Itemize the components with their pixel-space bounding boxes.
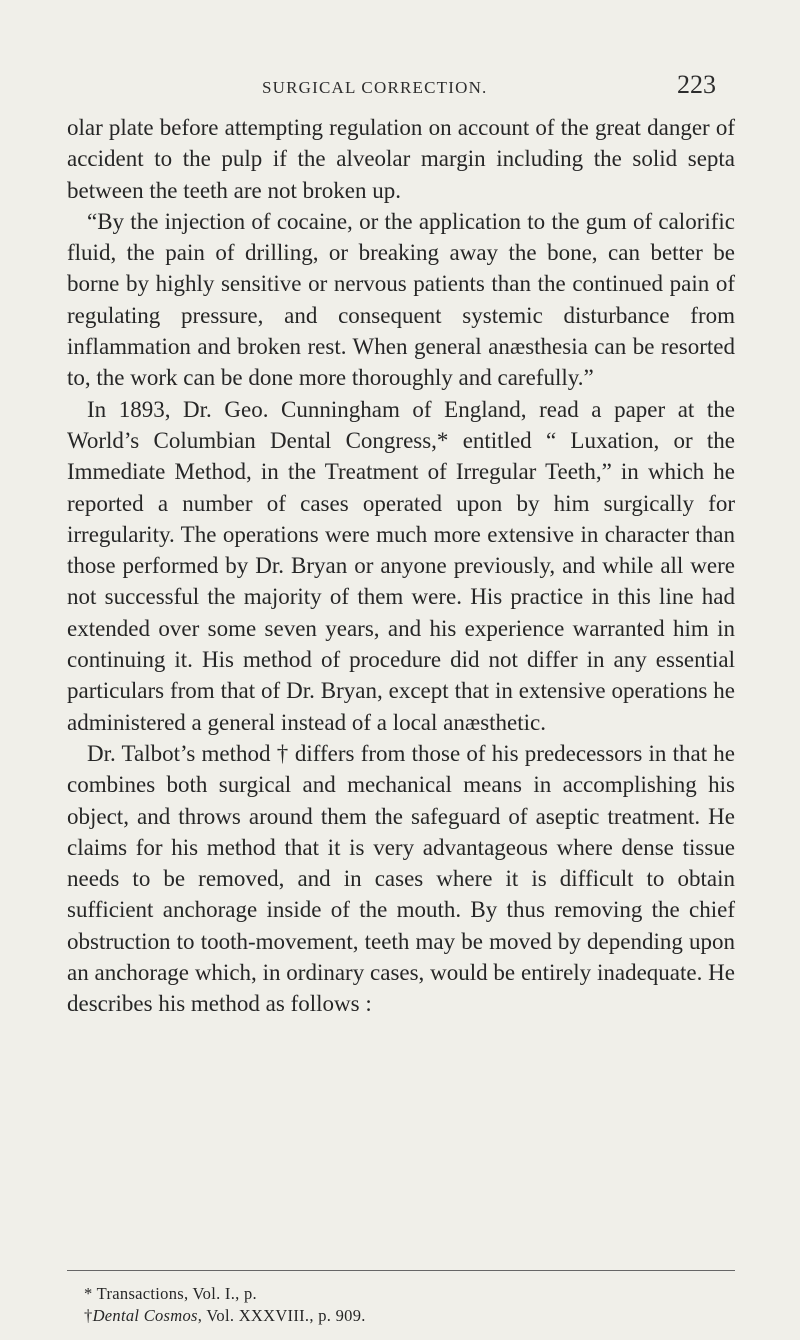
- page-number: 223: [677, 70, 716, 99]
- footnote-2: [84, 1305, 734, 1327]
- footnote-2-mark: †: [84, 1306, 93, 1325]
- paragraph-2: “By the injection of cocaine, or the application to the gum of calorific fluid, the pain of drilling, or breaking away the bone, can better be borne by highly sensitive or nervous patients than the continued pain of regulating pressure, and consequent systemic disturbance from inflammation and broken rest. When general anæsthesia can be resorted to, the work can be done more thoroughly and carefully.”: [67, 208, 735, 391]
- footnote-divider: [67, 1270, 735, 1271]
- footnote-2-rest: , Vol. XXXVIII., p. 909.: [197, 1306, 366, 1325]
- footnote-1: * Transactions, Vol. I., p.: [84, 1284, 257, 1303]
- paragraph-1: olar plate before attempting regulation on account of the great danger of accident to the pulp if the alveolar margin including the solid septa between the teeth are not broken up.: [67, 115, 735, 203]
- running-head: SURGICAL CORRECTION.: [262, 78, 488, 97]
- paragraph-3: In 1893, Dr. Geo. Cunningham of England, read a paper at the World’s Columbian Dental Congress,* entitled “ Luxation, or the Immediate Method, in the Treatment of Irregular Teeth,” in which he reported a number of cases operated upon by him surgically for irregularity. The operations were much more extensive in character than those performed by Dr. Bryan or anyone previously, and while all were not successful the majority of them were. His practice in this line had extended over some seven years, and his experience warranted him in continuing it. His method of procedure did not differ in any essential particulars from that of Dr. Bryan, except that in extensive operations he administered a general instead of a local anæsthetic.: [67, 396, 735, 735]
- footnotes: [84, 1283, 734, 1327]
- footnote-2-title: Dental Cosmos: [92, 1306, 198, 1325]
- paragraph-4: Dr. Talbot’s method † differs from those of his predecessors in that he combines both surgical and mechanical means in accomplishing his object, and throws around them the safeguard of aseptic treatment. He claims for his method that it is very advantageous where dense tissue needs to be removed, and in cases where it is difficult to obtain sufficient anchorage inside of the mouth. By thus removing the chief obstruction to tooth-movement, teeth may be moved by depending upon an anchorage which, in ordinary cases, would be entirely inadequate. He describes his method as follows :: [67, 740, 735, 1017]
- body-text: [67, 112, 735, 1020]
